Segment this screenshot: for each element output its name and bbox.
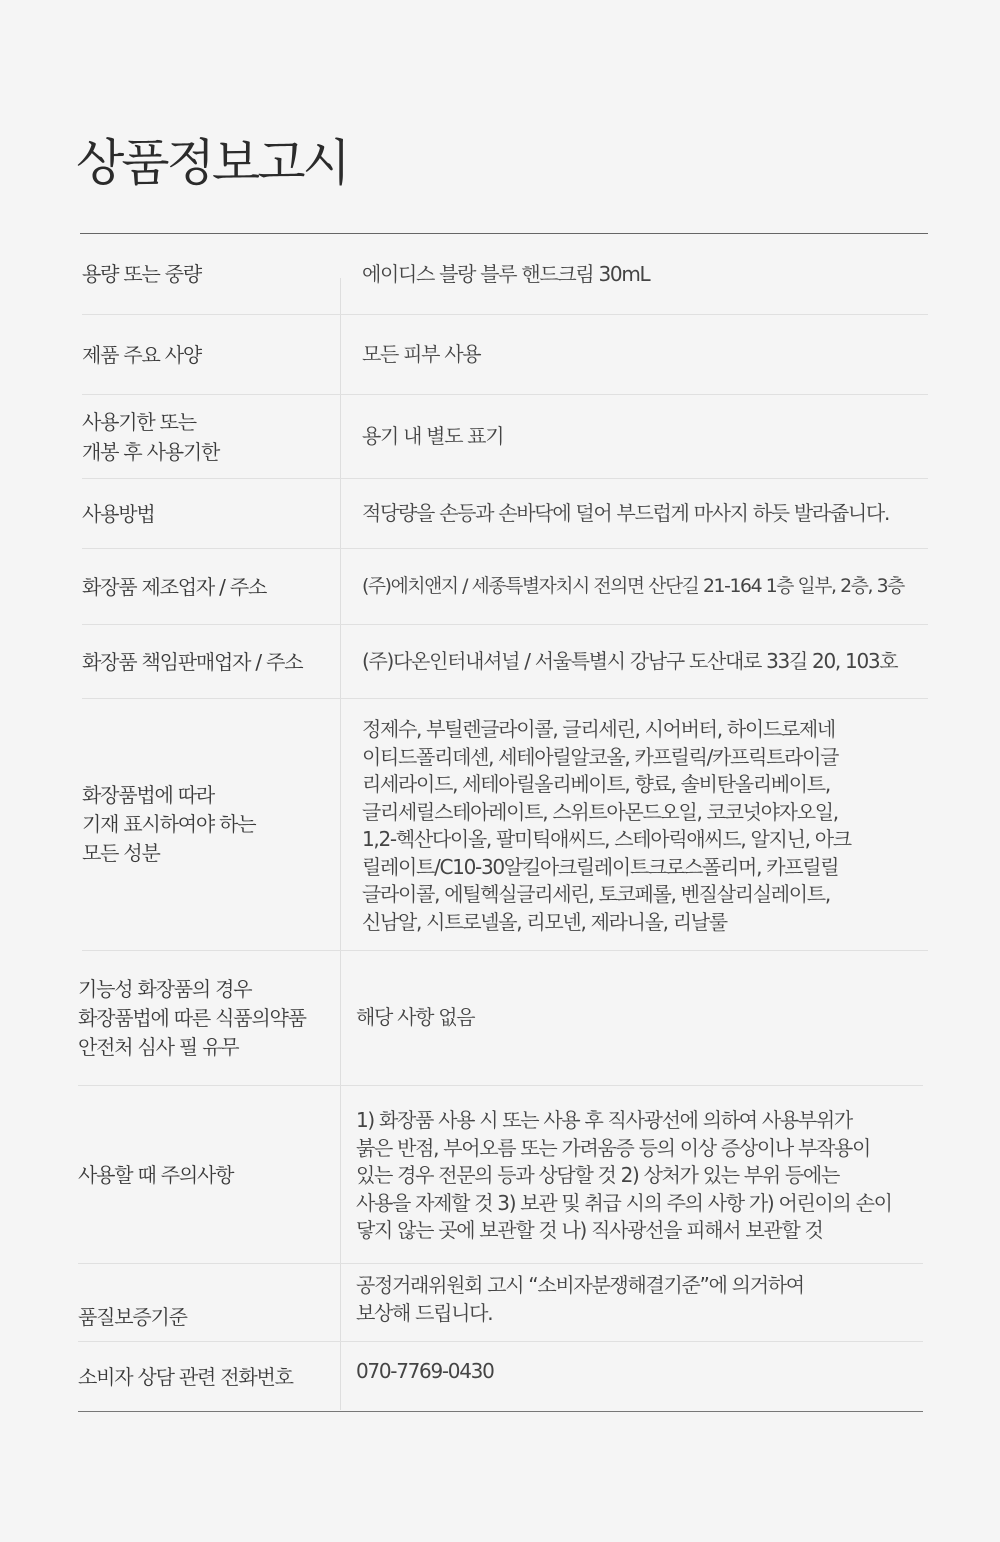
row-label: 사용방법 (82, 501, 155, 526)
table-row-usage (82, 479, 928, 549)
row-label: 품질보증기준 (78, 1304, 187, 1329)
table-row-distributor (82, 625, 928, 699)
row-value: 해당 사항 없음 (356, 1005, 475, 1029)
row-value: 공정거래위원회 고시 “소비자분쟁해결기준”에 의거하여 보상해 드립니다. (356, 1273, 804, 1325)
row-label: 화장품 제조업자 / 주소 (82, 574, 267, 599)
row-value: 1) 화장품 사용 시 또는 사용 후 직사광선에 의하여 사용부위가 붉은 반점, 부어오름 또는 가려움증 등의 이상 증상이나 부작용이 있는 경우 전문의 등과 상담할 것 2) 상처가 있는 부위 등에는 사용을 자제할 것 3) 보관 및 취급 시의 주의 사항 가) 어린이의 손이 닿지 않는 곳에 보관할 것 나) 직사광선을 피해서 보관할 것 (356, 1108, 892, 1242)
table-row-contact (78, 1342, 923, 1412)
row-label: 용량 또는 중량 (82, 262, 202, 286)
row-value: 적당량을 손등과 손바닥에 덜어 부드럽게 마사지 하듯 발라줍니다. (362, 501, 889, 525)
page-title: 상품정보고시 (76, 134, 348, 192)
row-label: 화장품법에 따라 기재 표시하여야 하는 모든 성분 (82, 783, 256, 865)
row-label: 기능성 화장품의 경우 화장품법에 따른 식품의약품 안전처 심사 필 유무 (78, 976, 306, 1059)
row-label: 화장품 책임판매업자 / 주소 (82, 649, 303, 674)
table-row-manufacturer (82, 549, 928, 625)
row-value: (주)에치앤지 / 세종특별자치시 전의면 산단길 21-164 1층 일부, 2층, 3층 (362, 576, 904, 597)
table-row-ingredients (82, 699, 928, 951)
table-row-quality (78, 1264, 923, 1342)
table-row-caution (78, 1086, 923, 1264)
row-value: 정제수, 부틸렌글라이콜, 글리세린, 시어버터, 하이드로제네 이티드폴리데센, 세테아릴알코올, 카프릴릭/카프릭트라이글 리세라이드, 세테아릴올리베이트, 향료, 솔비탄올리베이트, 글리세릴스테아레이트, 스위트아몬드오일, 코코넛야자오일, 1,2-헥산다이올, 팔미틱애씨드, 스테아릭애씨드, 알지닌, 아크 릴레이트/C10-30알킬아크릴레이트크로스폴리머, 카프릴릴 글라이콜, 에틸헥실글리세린, 토코페롤, 벤질살리실레이트, 신남알, 시트로넬올, 리모넨, 제라니올, 리날룰 (362, 717, 851, 934)
row-label: 제품 주요 사양 (82, 342, 202, 367)
table-row-capacity (82, 234, 928, 315)
row-label: 소비자 상담 관련 전화번호 (78, 1364, 293, 1389)
row-value: 용기 내 별도 표기 (362, 424, 504, 448)
row-label: 사용기한 또는 개봉 후 사용기한 (82, 409, 220, 464)
row-value: 에이디스 블랑 블루 핸드크림 30mL (362, 262, 650, 286)
row-label: 사용할 때 주의사항 (78, 1162, 234, 1187)
table-row-specs (82, 315, 928, 395)
table-row-functional (78, 951, 923, 1086)
row-value: (주)다온인터내셔널 / 서울특별시 강남구 도산대로 33길 20, 103호 (362, 649, 898, 673)
table-row-expiry (82, 395, 928, 479)
row-value: 070-7769-0430 (356, 1359, 494, 1383)
row-value: 모든 피부 사용 (362, 342, 481, 366)
